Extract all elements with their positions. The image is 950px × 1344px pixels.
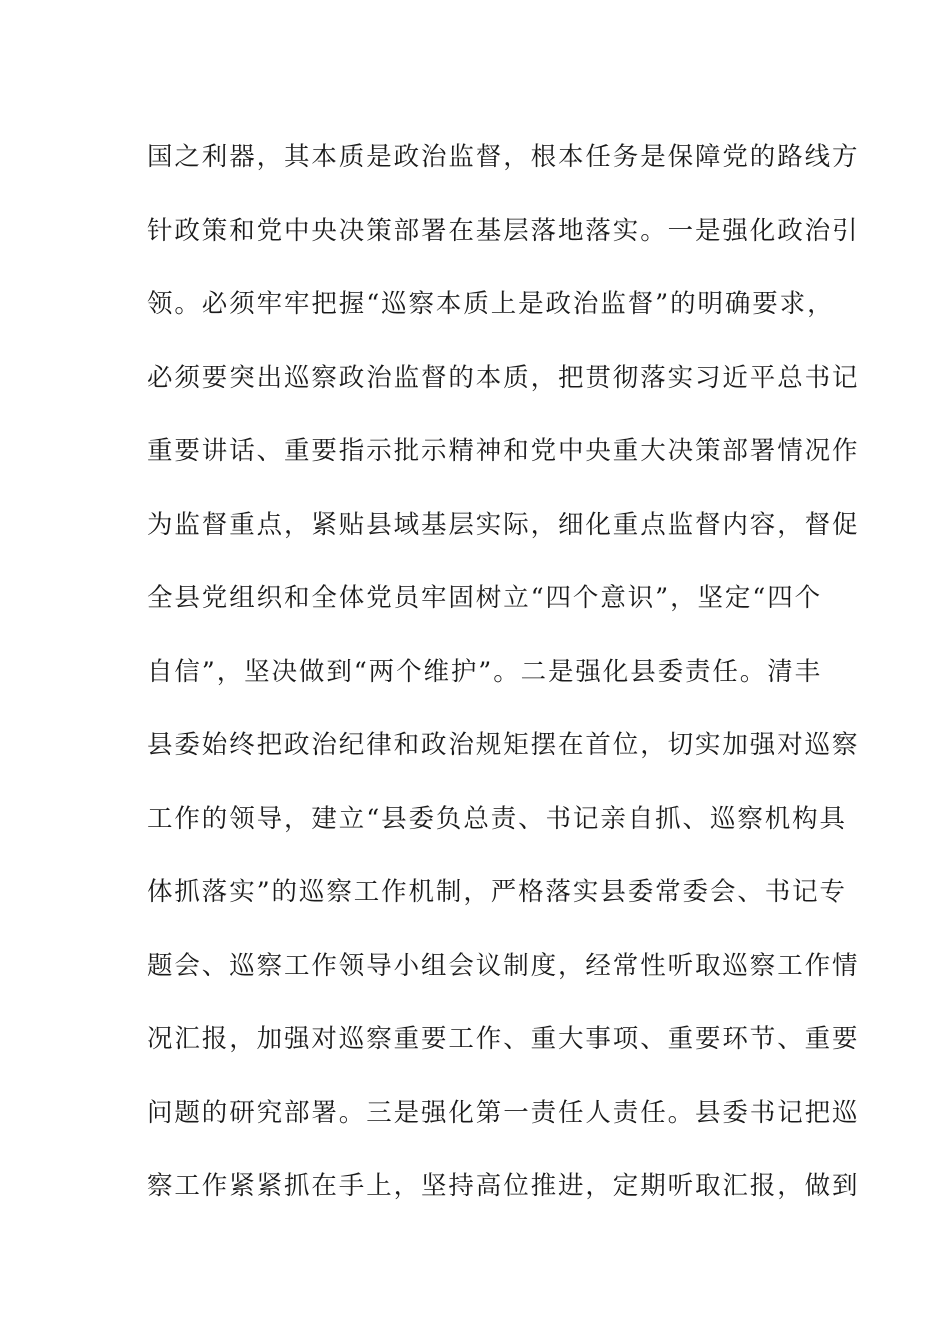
text-line: 必须要突出巡察政治监督的本质，把贯彻落实习近平总书记 [147, 362, 860, 393]
text-line: 针政策和党中央决策部署在基层落地落实。一是强化政治引 [147, 215, 860, 246]
text-line: 工作的领导，建立“县委负总责、书记亲自抓、巡察机构具 [147, 803, 847, 834]
text-line: 问题的研究部署。三是强化第一责任人责任。县委书记把巡 [147, 1097, 860, 1128]
text-line: 自信”，坚决做到“两个维护”。二是强化县委责任。清丰 [147, 656, 823, 687]
text-line: 为监督重点，紧贴县域基层实际，细化重点监督内容，督促 [147, 509, 860, 540]
text-line: 全县党组织和全体党员牢固树立“四个意识”，坚定“四个 [147, 583, 823, 613]
body-text [147, 128, 860, 1231]
text-line: 国之利器，其本质是政治监督，根本任务是保障党的路线方 [147, 142, 860, 172]
text-line: 体抓落实”的巡察工作机制，严格落实县委常委会、书记专 [147, 877, 847, 907]
text-line: 重要讲话、重要指示批示精神和党中央重大决策部署情况作 [147, 436, 860, 466]
text-line: 题会、巡察工作领导小组会议制度，经常性听取巡察工作情 [147, 950, 860, 981]
text-line: 察工作紧紧抓在手上，坚持高位推进，定期听取汇报，做到 [147, 1171, 860, 1201]
text-line: 县委始终把政治纪律和政治规矩摆在首位，切实加强对巡察 [147, 730, 860, 760]
text-line: 领。必须牢牢把握“巡察本质上是政治监督”的明确要求， [147, 289, 835, 319]
text-line: 况汇报，加强对巡察重要工作、重大事项、重要环节、重要 [147, 1024, 860, 1054]
